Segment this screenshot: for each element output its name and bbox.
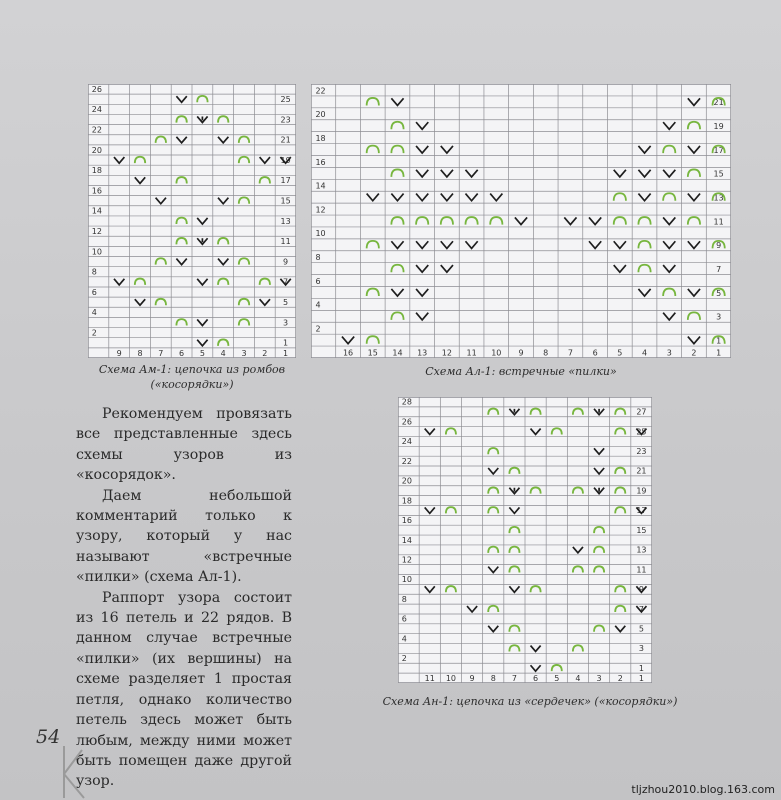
- row-label: 16: [91, 186, 102, 196]
- caption-an1-line1: Схема Ан-1: цепочка из «сердечек» («косорядки»): [382, 695, 678, 708]
- row-label: 5: [638, 624, 644, 634]
- column-label: 7: [511, 673, 517, 683]
- column-label: 1: [716, 348, 722, 358]
- column-label: 8: [543, 348, 549, 358]
- row-label: 9: [638, 585, 644, 595]
- row-label: 21: [713, 98, 724, 108]
- column-label: 1: [638, 673, 644, 683]
- caption-am1-line1: Схема Ам-1: цепочка из ромбов: [98, 363, 286, 376]
- row-label: 20: [401, 476, 412, 486]
- column-label: 6: [533, 673, 539, 683]
- row-label: 18: [401, 496, 412, 506]
- row-label: 24: [91, 105, 102, 115]
- caption-an1: [360, 694, 700, 709]
- row-label: 10: [91, 247, 102, 257]
- row-label: 1: [638, 663, 644, 673]
- column-label: 9: [116, 348, 122, 358]
- column-label: 5: [199, 348, 205, 358]
- row-label: 18: [315, 133, 326, 143]
- caption-al1-line1: Схема Ал-1: встречные «пилки»: [425, 365, 617, 378]
- caption-am1-line2: («косорядки»): [150, 378, 234, 391]
- row-label: 5: [283, 298, 289, 308]
- row-label: 14: [315, 181, 326, 191]
- column-label: 2: [262, 348, 268, 358]
- column-label: 10: [491, 348, 502, 358]
- row-label: 8: [91, 267, 97, 277]
- row-label: 9: [716, 241, 722, 251]
- row-label: 18: [91, 166, 102, 176]
- column-label: 3: [596, 673, 602, 683]
- row-label: 4: [91, 308, 97, 318]
- column-label: 1: [283, 348, 289, 358]
- row-label: 7: [716, 264, 722, 274]
- column-label: 2: [691, 348, 697, 358]
- row-label: 19: [713, 122, 724, 132]
- column-label: 8: [137, 348, 143, 358]
- row-label: 8: [401, 594, 407, 604]
- column-label: 4: [575, 673, 581, 683]
- row-label: 14: [91, 206, 102, 216]
- row-label: 21: [636, 466, 647, 476]
- row-label: 16: [315, 157, 326, 167]
- column-label: 7: [158, 348, 164, 358]
- column-label: 11: [466, 348, 477, 358]
- row-label: 23: [280, 115, 291, 125]
- chart-grid-2: [398, 397, 652, 683]
- chart-am1: [88, 84, 296, 358]
- row-label: 20: [91, 145, 102, 155]
- row-label: 13: [280, 216, 291, 226]
- row-label: 10: [315, 229, 326, 239]
- row-label: 21: [280, 135, 291, 145]
- row-label: 1: [283, 338, 289, 348]
- row-label: 19: [636, 486, 647, 496]
- column-label: 5: [617, 348, 623, 358]
- row-label: 20: [315, 110, 326, 120]
- row-label: 26: [401, 417, 412, 427]
- row-label: 4: [315, 300, 321, 310]
- row-label: 6: [401, 614, 407, 624]
- column-label: 14: [392, 348, 403, 358]
- column-label: 11: [424, 673, 435, 683]
- row-label: 14: [401, 535, 412, 545]
- row-label: 5: [716, 288, 722, 298]
- column-label: 4: [641, 348, 648, 358]
- column-label: 9: [518, 348, 524, 358]
- column-label: 6: [179, 348, 185, 358]
- row-label: 17: [636, 506, 647, 516]
- watermark-text: tljzhou2010.blog.163.com: [631, 783, 775, 796]
- row-label: 12: [315, 205, 326, 215]
- column-label: 10: [445, 673, 457, 683]
- row-label: 25: [636, 427, 647, 437]
- row-label: 15: [636, 525, 647, 535]
- row-label: 6: [315, 276, 321, 286]
- decorative-ornament: [56, 744, 86, 800]
- column-label: 7: [567, 348, 573, 358]
- row-label: 19: [280, 155, 291, 165]
- row-label: 13: [636, 545, 647, 555]
- column-label: 2: [617, 673, 623, 683]
- row-label: 27: [636, 407, 647, 417]
- column-label: 6: [592, 348, 598, 358]
- chart-al1: [311, 84, 731, 358]
- column-label: 13: [417, 348, 428, 358]
- row-label: 26: [91, 84, 102, 94]
- row-label: 11: [636, 565, 647, 575]
- row-label: 17: [280, 176, 291, 186]
- row-label: 25: [280, 95, 291, 105]
- row-label: 28: [401, 397, 412, 407]
- column-label: 8: [490, 673, 496, 683]
- row-label: 15: [280, 196, 291, 206]
- row-label: 7: [638, 604, 644, 614]
- body-text: [76, 404, 292, 792]
- row-label: 24: [401, 437, 412, 447]
- caption-am1: [88, 362, 296, 392]
- column-label: 15: [367, 348, 378, 358]
- paragraph-3: Раппорт узора состоит из 16 петель и 22 рядов. В данном случае встречные «пилки» (их вершины) на схеме разделяет 1 простая петля, однако количество петель здесь может быть любым, между ними может быть помещен даже другой узор.: [76, 589, 292, 790]
- row-label: 3: [638, 644, 644, 654]
- row-label: 11: [713, 217, 724, 227]
- row-label: 2: [401, 654, 407, 664]
- column-label: 4: [220, 348, 226, 358]
- row-label: 8: [315, 253, 321, 263]
- row-label: 7: [283, 277, 289, 287]
- row-label: 2: [315, 324, 321, 334]
- row-label: 6: [91, 287, 97, 297]
- chart-an1: [398, 397, 652, 683]
- row-label: 4: [401, 634, 407, 644]
- row-label: 13: [713, 193, 724, 203]
- row-label: 2: [91, 328, 97, 338]
- row-label: 9: [283, 257, 289, 267]
- row-label: 22: [401, 456, 412, 466]
- row-label: 17: [713, 145, 724, 155]
- column-label: 9: [469, 673, 475, 683]
- paragraph-2: Даем небольшой комментарий только к узору, который у нас называют «встречные «пилки» (схема Ал-1).: [76, 487, 292, 586]
- page-number: 54: [36, 726, 61, 748]
- row-label: 16: [401, 516, 412, 526]
- column-label: 3: [241, 348, 247, 358]
- paragraph-1: Рекомендуем провязать все представленные здесь схемы узоров из «косорядок».: [76, 406, 292, 484]
- column-label: 5: [554, 673, 560, 683]
- column-label: 16: [342, 348, 354, 358]
- row-label: 23: [636, 447, 647, 457]
- row-label: 3: [283, 318, 289, 328]
- row-label: 11: [280, 237, 291, 247]
- chart-grid-1: [311, 84, 731, 358]
- row-label: 22: [315, 86, 326, 96]
- column-label: 12: [441, 348, 452, 358]
- row-label: 12: [401, 555, 412, 565]
- row-label: 22: [91, 125, 102, 135]
- row-label: 1: [716, 336, 722, 346]
- caption-al1: [311, 364, 731, 379]
- row-label: 3: [716, 312, 722, 322]
- row-label: 12: [91, 226, 102, 236]
- chart-grid-0: [88, 84, 296, 358]
- column-label: 3: [666, 348, 672, 358]
- row-label: 10: [401, 575, 412, 585]
- row-label: 15: [713, 169, 724, 179]
